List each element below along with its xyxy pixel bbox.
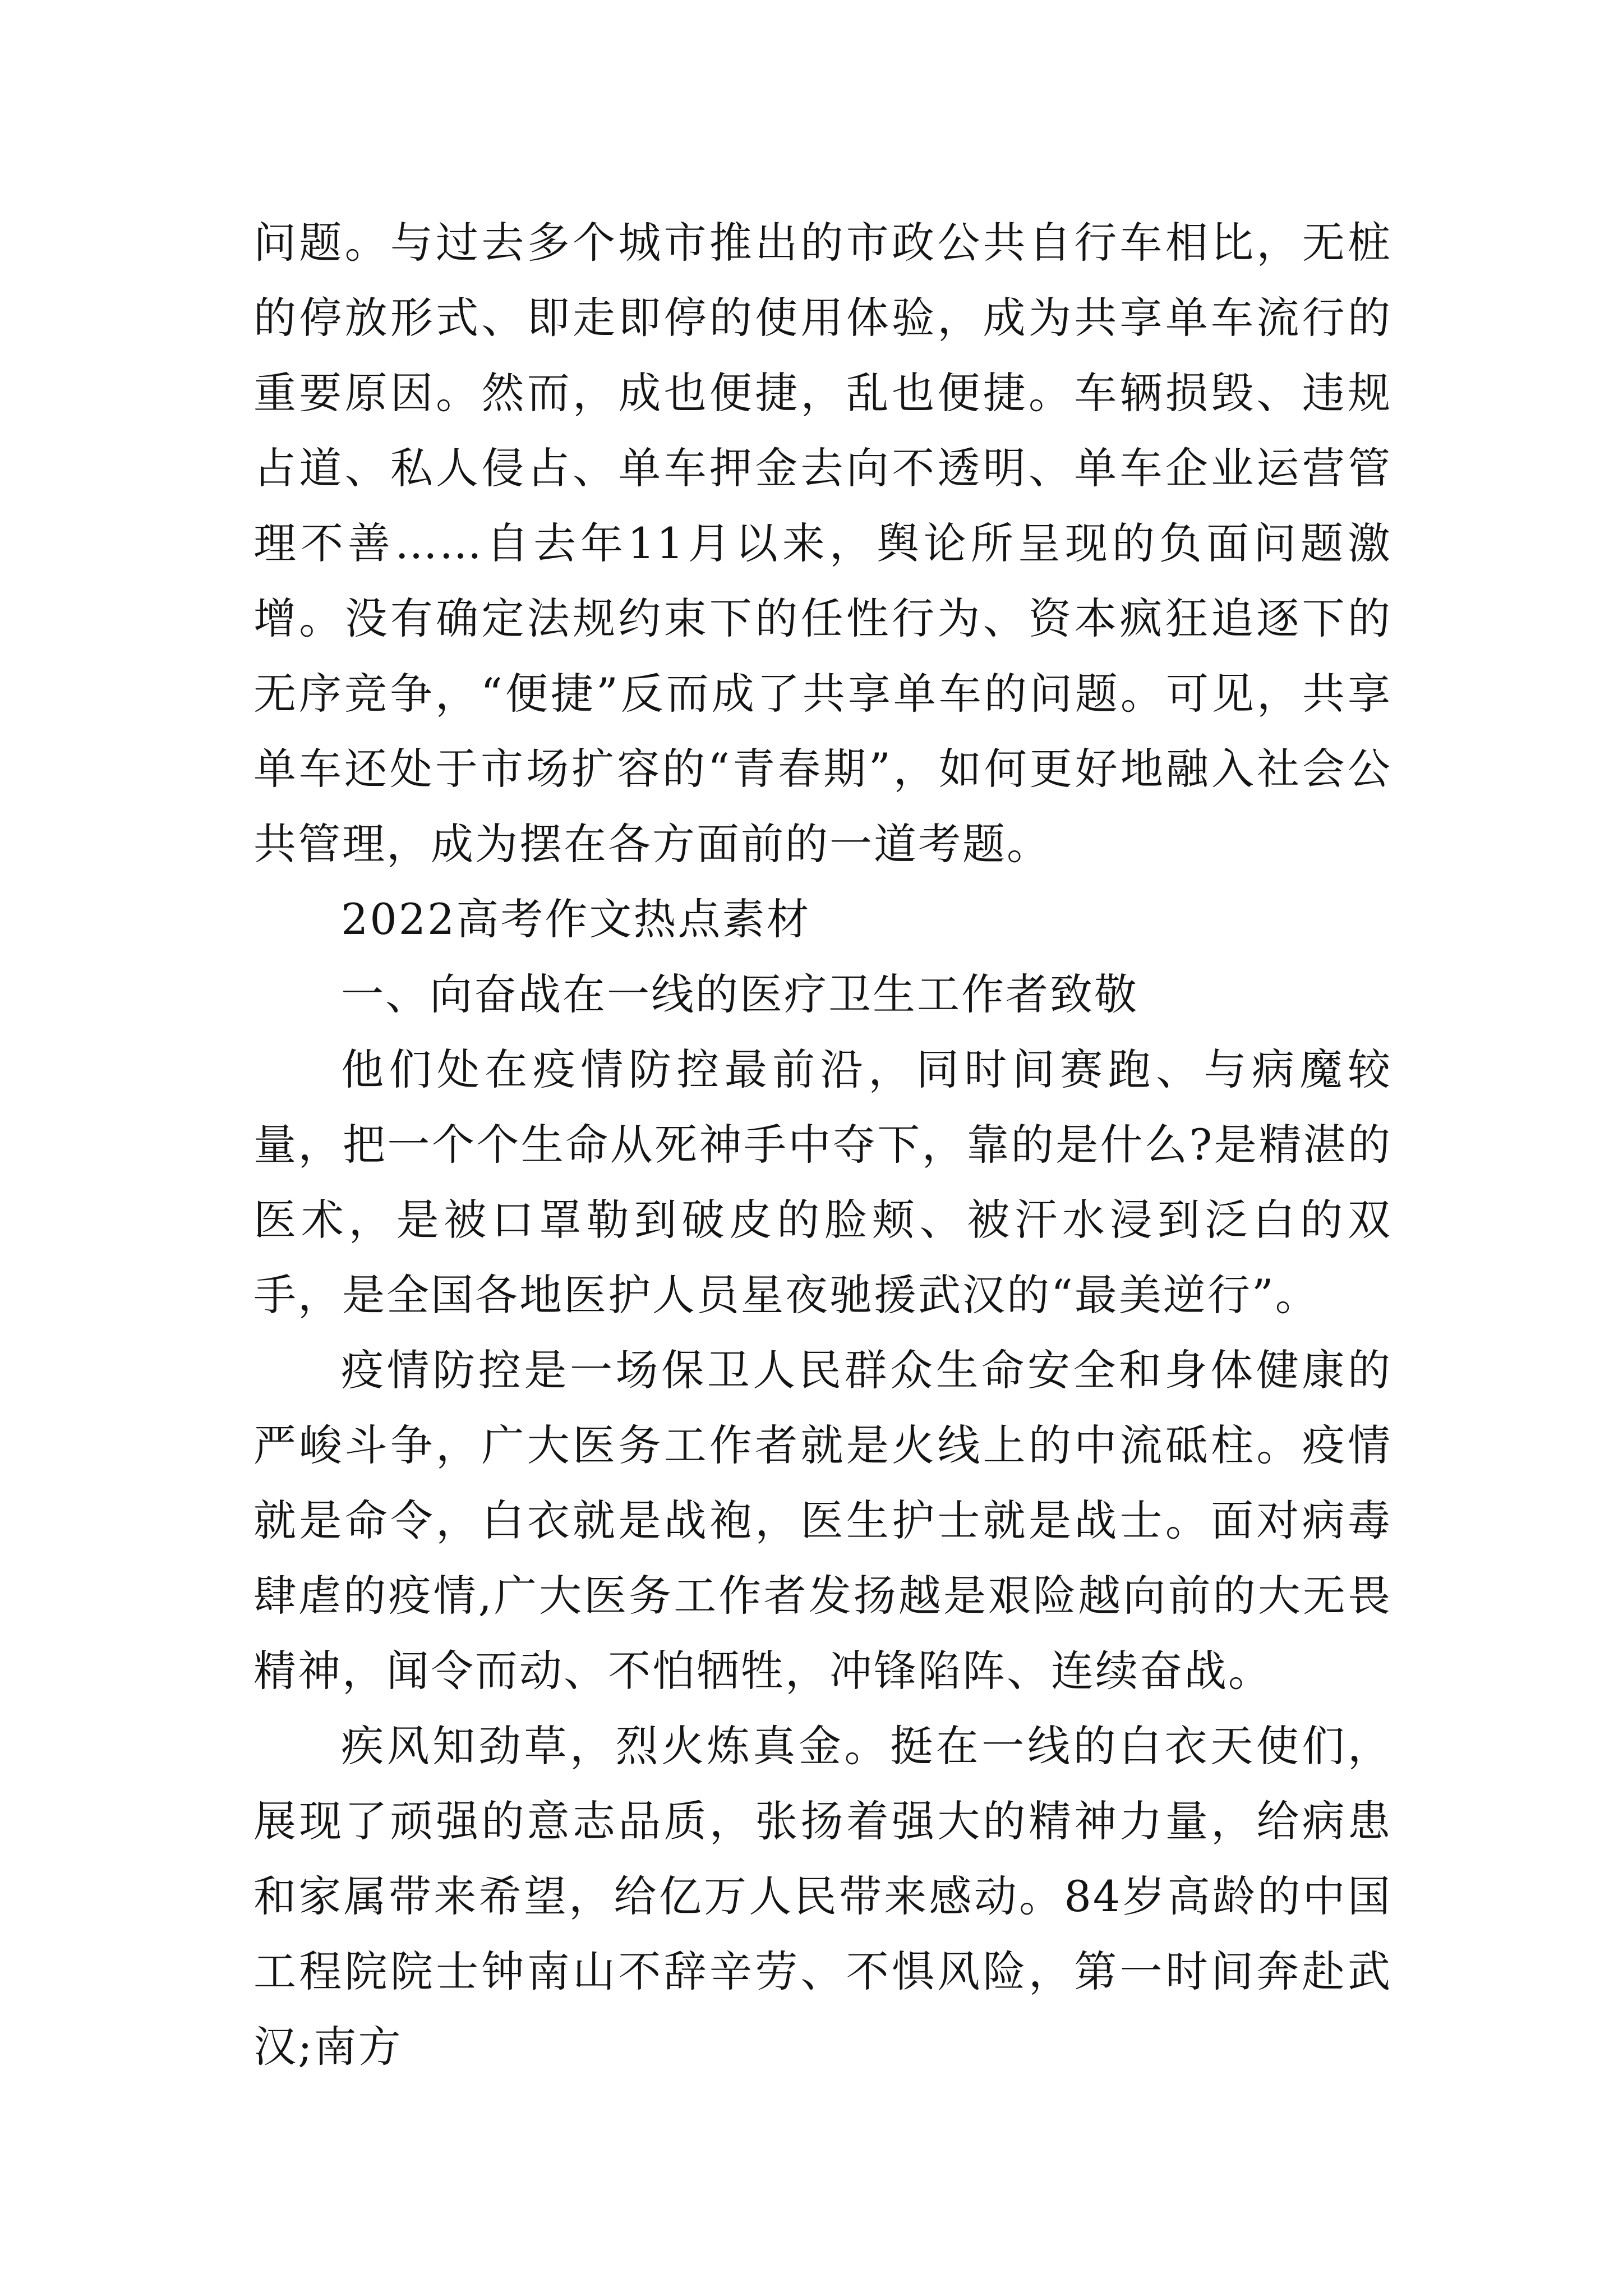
paragraph-epidemic-control: 疫情防控是一场保卫人民群众生命安全和身体健康的严峻斗争，广大医务工作者就是火线上的中流砥柱。疫情就是命令，白衣就是战袍，医生护士就是战士。面对病毒肆虐的疫情,广大医务工作者发扬越是艰险越向前的大无畏精神，闻令而动、不怕牺牲，冲锋陷阵、连续奋战。 [253,1345,1392,1696]
document-body [253,205,1392,2085]
paragraph-continuation: 问题。与过去多个城市推出的市政公共自行车相比，无桩的停放形式、即走即停的使用体验，成为共享单车流行的重要原因。然而，成也便捷，乱也便捷。车辆损毁、违规占道、私人侵占、单车押金去向不透明、单车企业运营管理不善……自去年11月以来，舆论所呈现的负面问题激增。没有确定法规约束下的任性行为、资本疯狂追逐下的无序竞争，“便捷”反而成了共享单车的问题。可见，共享单车还处于市场扩容的“青春期”，如何更好地融入社会公共管理，成为摆在各方面前的一道考题。 [253,218,1392,869]
paragraph-frontline-heroes: 他们处在疫情防控最前沿，同时间赛跑、与病魔较量，把一个个生命从死神手中夺下，靠的是什么?是精湛的医术，是被口罩勒到破皮的脸颊、被汗水浸到泛白的双手，是全国各地医护人员星夜驰援武汉的“最美逆行”。 [253,1045,1392,1320]
paragraph-white-angels: 疾风知劲草，烈火炼真金。挺在一线的白衣天使们，展现了顽强的意志品质，张扬着强大的精神力量，给病患和家属带来希望，给亿万人民带来感动。84岁高龄的中国工程院院士钟南山不辞辛劳、不惧风险，第一时间奔赴武汉;南方 [253,1721,1392,2072]
subsection-title: 一、向奋战在一线的医疗卫生工作者致敬 [341,969,1138,1019]
section-title: 2022高考作文热点素材 [341,894,811,944]
